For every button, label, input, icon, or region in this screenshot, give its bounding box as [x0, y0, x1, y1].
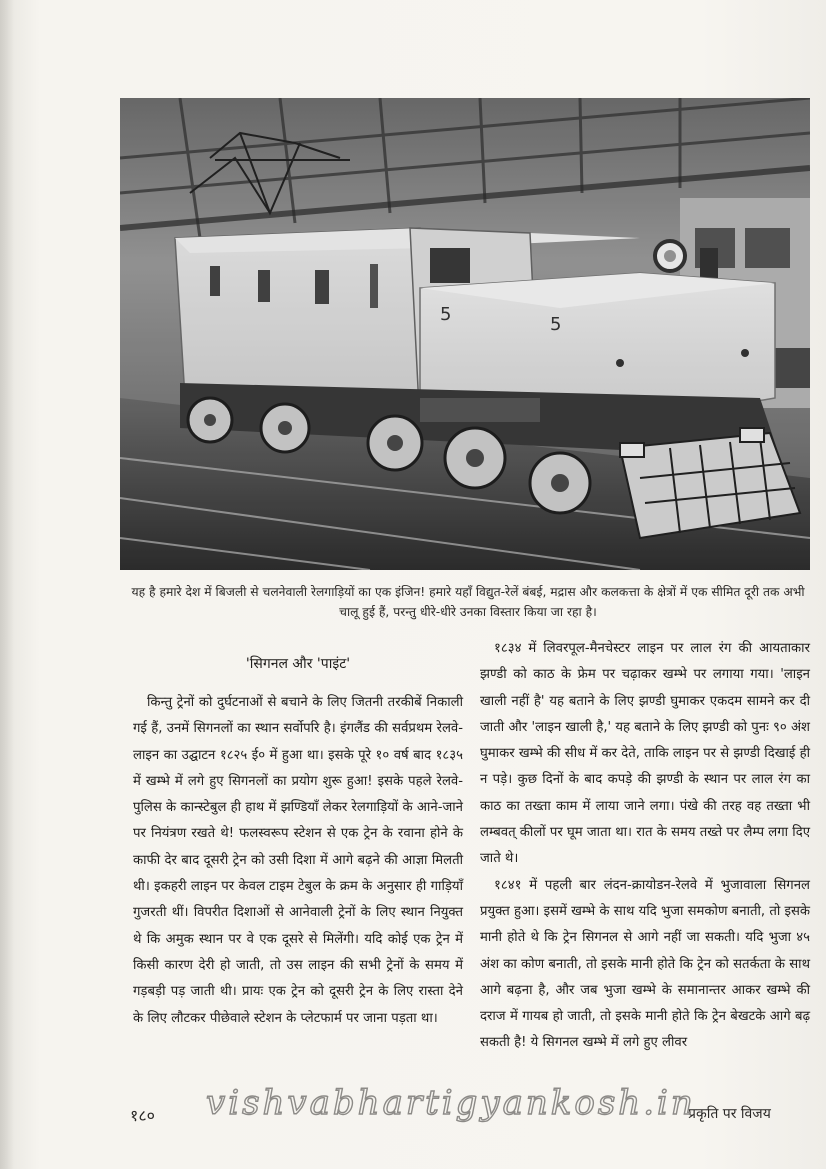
section-heading: 'सिगनल और 'पाइंट' [245, 656, 351, 672]
site-watermark: vishvabhartigyankosh.in [206, 1083, 696, 1123]
page-gutter-shadow [0, 0, 14, 1169]
photo-caption: यह है हमारे देश में बिजली से चलनेवाली रेलगाड़ियों का एक इंजिन! हमारे यहाँ विद्युत-रेलें बंबई, मद्रास और कलकत्ता के क्षेत्रों में एक सीमित दूरी तक अभी चालू हुई हैं, परन्तु धीरे-धीरे उनका विस्तार किया जा रहा है। [131, 585, 805, 619]
running-title: प्रकृति पर विजय [688, 1106, 771, 1122]
locomotive-number-plate: 5 [440, 304, 452, 325]
left-paragraph: किन्तु ट्रेनों को दुर्घटनाओं से बचाने के लिए जितनी तरकीबें निकाली गई हैं, उनमें सिगनलों का स्थान सर्वोपरि है। इंगलैंड की सर्वप्रथम रेलवे-लाइन का उद्घाटन १८२५ ई० में हुआ था। इसके पूरे १० वर्ष बाद १८३५ में खम्भे में लगे हुए सिगनलों का प्रयोग शुरू हुआ! इसके पहले रेलवे-पुलिस के कान्स्टेबुल ही हाथ में झण्डियाँ लेकर रेलगाड़ियों के आने-जाने पर नियंत्रण रखते थे! फलस्वरूप स्टेशन से एक ट्रेन के रवाना होने के काफी देर बाद दूसरी ट्रेन को उसी दिशा में आगे बढ़ने की आज्ञा मिलती थी। इकहरी लाइन पर केवल टाइम टेबुल के क्रम के अनुसार ही गाड़ियाँ गुजरती थीं। विपरीत दिशाओं से आनेवाली ट्रेनों के लिए स्थान नियुक्त थे कि अमुक स्थान पर वे एक दूसरे से मिलेंगी। यदि कोई एक ट्रेन में किसी कारण देरी हो जाती, तो उस लाइन की सभी ट्रेनों के समय में गड़बड़ी पड़ जाती थी। प्रायः एक ट्रेन को दूसरी ट्रेन के लिए रास्ता देने के लिए लौटकर पीछेवाले स्टेशन के प्लेटफार्म पर जाना पड़ता था। [133, 695, 463, 1026]
right-paragraph-1: १८३४ में लिवरपूल-मैनचेस्टर लाइन पर लाल रंग की आयताकार झण्डी को काठ के फ्रेम पर चढ़ाकर खम्भे पर लगाया गया। 'लाइन खाली नहीं है' यह बताने के लिए झण्डी घुमाकर एकदम सामने कर दी जाती और 'लाइन खाली है,' यह बताने के लिए झण्डी को पुनः ९० अंश घुमाकर खम्भे की सीध में कर देते, ताकि लाइन पर से झण्डी दिखाई ही न पड़े। कुछ दिनों के बाद कपड़े की झण्डी के स्थान पर लाल रंग का काठ का तख्ता काम में लाया जाने लगा। पंखे की तरह वह तख्ता भी लम्बवत् कीलों पर घूम जाता था। रात के समय तख्ते पर लैम्प लगा दिए जाते थे। [480, 641, 810, 867]
page-number: १८० [130, 1106, 155, 1125]
locomotive-illustration [120, 98, 810, 570]
right-paragraph-2: १८४१ में पहली बार लंदन-क्रायोडन-रेलवे में भुजावाला सिगनल प्रयुक्त हुआ। इसमें खम्भे के साथ यदि भुजा समकोण बनाती, तो इसके मानी होते थे कि ट्रेन सिगनल से आगे नहीं जा सकती। यदि भुजा ४५ अंश का कोण बनाती, तो इसके मानी होते कि ट्रेन को सतर्कता के साथ आगे बढ़ना है, और जब भुजा खम्भे के समानान्तर आकर खम्भे की दराज में गायब हो जाती, तो इसके मानी होते कि ट्रेन बेखटके आगे बढ़ सकती है! ये सिगनल खम्भे में लगे हुए लीवर [480, 877, 810, 1051]
locomotive-photo [120, 98, 810, 570]
left-text-column [133, 690, 463, 1032]
svg-text:5: 5 [550, 314, 562, 335]
right-text-column [480, 636, 810, 1057]
